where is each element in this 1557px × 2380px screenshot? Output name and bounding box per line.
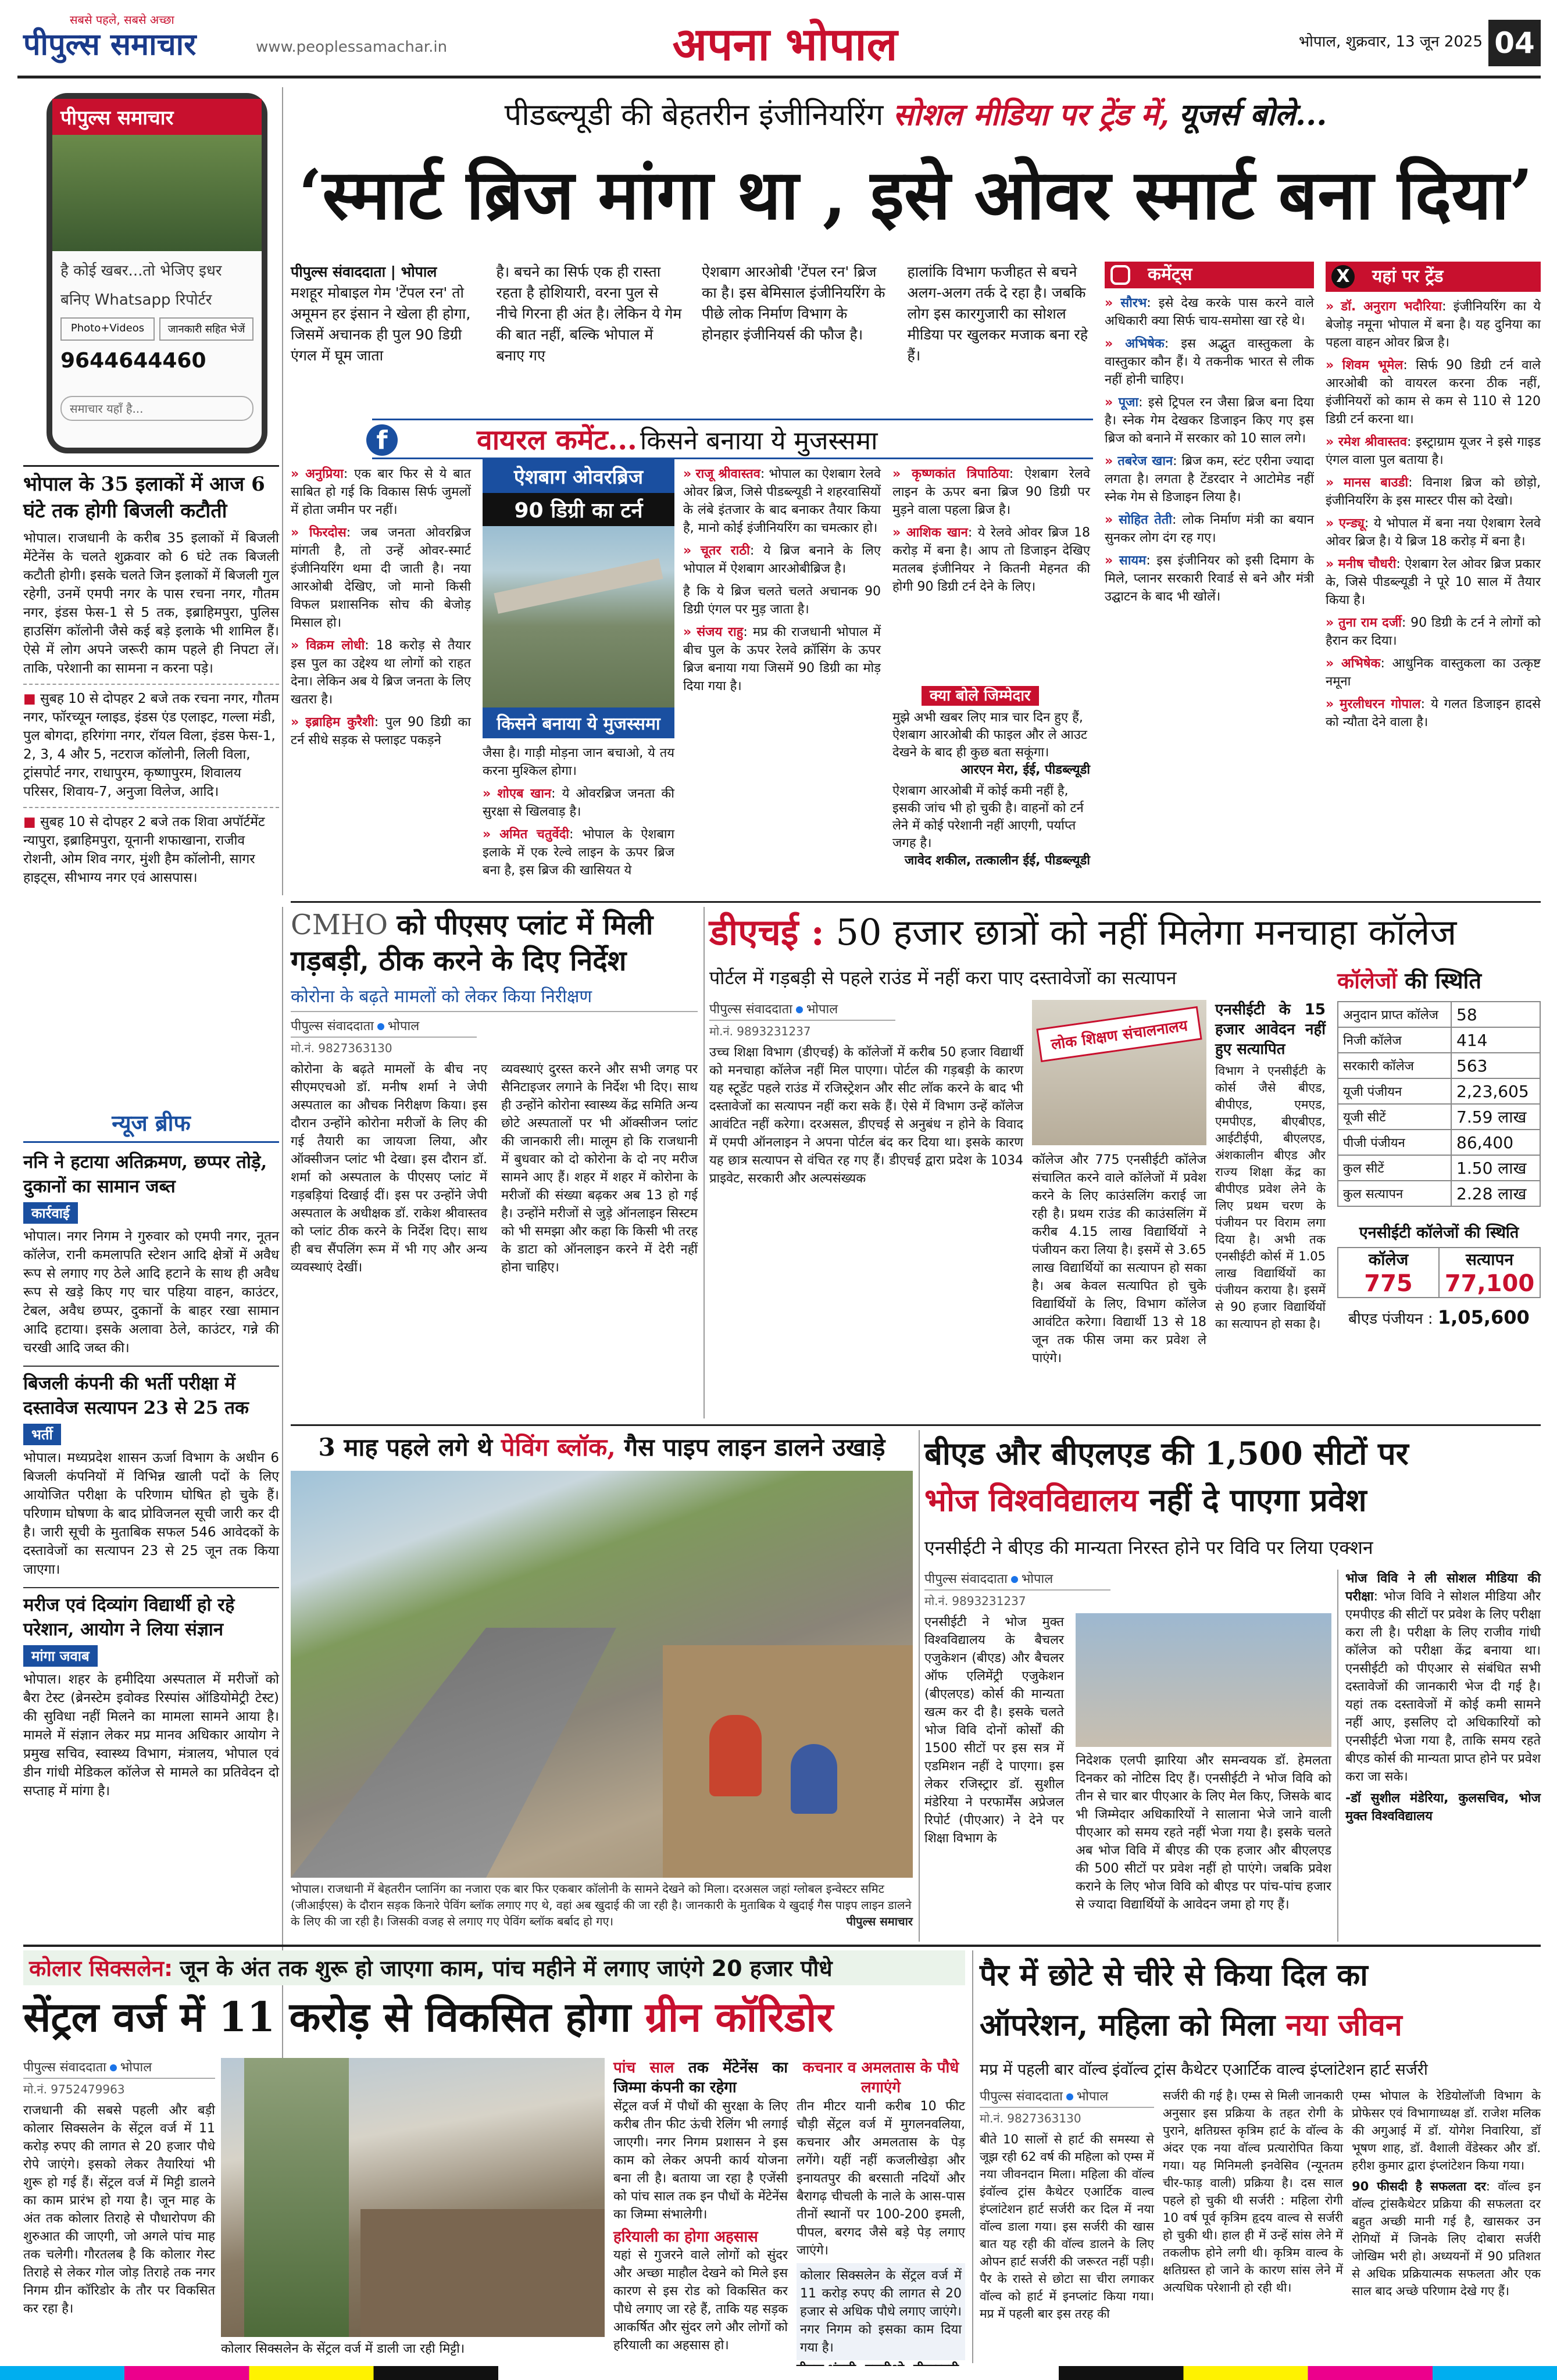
ad-crowd-photo [52,135,262,251]
news-brief: न्यूज ब्रीफ ननि ने हटाया अतिक्रमण, छप्पर तोड़े, दुकानों का सामान जब्त कार्रवाई भोपाल। नगर निगम ने गुरुवार को एमपी नगर, नूतन कॉलेज, रानी कमलापति स्टेशन आदि क्षेत्रों में अवैध रूप से लगाए गए ठेले आदि हटाने के साथ ही अवैध रूप से खड़े किए गए चार पहिया वाहन, काउंटर, टेबल, अवैध छप्पर, दुकानों के बाहर रखा सामान आदि हटाया। इसके अलावा ठेले, काउंटर, गन्ने की चरखी आदि जब्त की। बिजली कंपनी की भर्ती परीक्षा में दस्तावेज सत्यापन 23 से 25 तक भर्ती भोपाल। मध्यप्रदेश शासन ऊर्जा विभाग के अधीन 6 बिजली कंपनियों में विभिन्न खाली पदों के लिए आयोजित परीक्षा के परिणाम घोषित हो चुके हैं। परिणाम घोषणा के बाद प्रोविजनल सूची जारी कर दी है। जारी सूची के मुताबिक सफल 546 आवेदकों के दस्तावेजों का सत्यापन 23 से 25 जून तक किया जाएगा। मरीज एवं दिव्यांग विद्यार्थी हो रहे परेशान, आयोग ने लिया संज्ञान मांगा जवाब भोपाल। शहर के हमीदिया अस्पताल में मरीजों को बैरा टेस्ट (ब्रेनस्टेम इवोक्ड रिस्पांस ऑडियोमेट्री टेस्ट) की सुविधा नहीं मिलने का मामला सामने आया है। मामले में संज्ञान लेकर मप्र मानव अधिकार आयोग ने प्रमुख सचिव, स्वास्थ्य विभाग, मंत्रालय, भोपाल एवं डीन गांधी मेडिकल कॉलेज से मामले का प्रतिवेदन दो सप्ताह में मांगा है। [23,1107,279,2090]
x-trend-comments: X यहां पर ट्रेंड » डॉ. अनुराग भदौरिया: इंजीनियरिंग का ये बेजोड़ नमूना भोपाल में बना है। यह दुनिया का पहला वाहन ओवर ब्रिज है। » शिवम भूमेल: सिर्फ 90 डिग्री टर्न वाले आरओबी को वायरल करना ठीक नहीं, इंजीनियरों को काम से कम से 110 से 120 डिग्री टर्न करना था। » रमेश श्रीवास्तव: इस्ट्राग्राम यूजर ने इसे गाइड एंगल वाला पुल बताया है। » मानस बाउडी: विनाश ब्रिज को छोड़ो, इंजीनियरिंग के इस मास्टर पीस को देखो। » एन्ड्यू: ये भोपाल में बना नया ऐशबाग रेलवे ओवर ब्रिज है। ये ब्रिज 18 करोड़ में बना है। » मनीष चौधरी: ऐशबाग रेल ओवर ब्रिज प्रकार के, जिसे पीडब्ल्यूडी ने पूरे 10 साल में तैयार किया है। » तुना राम दर्जी: 90 डिग्री के टर्न ने लोगों को हैरान कर दिया। » अभिषेक: आधुनिक वास्तुकला का उत्कृष्ट नमूना » मुरलीधरन गोपाल: ये गलत डिजाइन हादसे को न्यौता देने वाला है। [1326,262,1541,895]
ncte-stat-box: कॉलेज 775 सत्यापन 77,100 [1337,1247,1541,1298]
ad-line1: है कोई खबर...तो भेजिए इधर [60,262,222,280]
fb-comments-col3: » राजू श्रीवास्तव: भोपाल का ऐशबाग रेलवे ओवर ब्रिज, जिसे पीडब्ल्यूडी ने शहरवासियों के लंबे इंतजार के बाद बनाकर तैयार किया है, मानो कोई इंजीनियरिंग का चमत्कार हो। » चूतर राठी: ये ब्रिज बनाने के लिए भोपाल में ऐशबाग आरओबीब्रिज है। है कि ये ब्रिज चलते चलते अचानक 90 डिग्री एंगल पर मुड़ जाता है। » संजय राहु: मप्र की राजधानी भोपाल में बीच पुल के ऊपर रेलवे क्रॉसिंग के ऊपर ब्रिज बनाया गया जिसमें 90 डिग्री का मोड़ दिया गया है। [683,467,881,694]
kolar-road-photo [221,2058,605,2337]
bed-headline: बीएड और बीएलएड की 1,500 सीटों पर भोज विश्वविद्यालय नहीं दे पाएगा प्रवेश [924,1435,1409,1518]
fb-comments-col4: » कृष्णकांत त्रिपाठिया: ऐशबाग रेलवे लाइन के ऊपर बना ब्रिज 90 डिग्री पर मुड़ने वाला पहला ब्रिज है। » आशिक खान: ये रेलवे ओवर ब्रिज 18 करोड़ में बना है। आप तो डिजाइन देखिए मतलब इंजीनियर ने कितनी मेहनत की होगी 90 डिग्री टर्न देने के लिए। [892,467,1091,594]
green-kicker: कोलार सिक्सलेन: जून के अंत तक शुरू हो जाएगा काम, पांच महीने में लगाए जाएंगे 20 हजार पौधे [23,1950,965,1985]
color-registration-bar [0,2366,1557,2380]
college-stats: कॉलेजों की स्थिति अनुदान प्राप्त कॉलेज 58 निजी कॉलेज 414 सरकारी कॉलेज 563 यूजी पंजीयन 2,23,605 यूजी सीटें 7.59 लाख पीजी पंजीयन 86,400 कुल सीटें 1.50 लाख कुल सत्यापन 2.28 लाख एनसीईटी कॉलेजों की स्थिति कॉलेज 775 सत्यापन 77,100 बीएड पंजीयन : 1,05,600 [1337,965,1541,1418]
kolar-photo-caption: कोलार सिक्सलेन के सेंट्रल वर्ज में डाली जा रही मिट्टी। [221,2339,605,2360]
section-title: अपना भोपाल [672,18,898,71]
viral-comment-bar: वायरल कमेंट... किसने बनाया ये मुजस्समा [372,419,1093,459]
dhe-headline: डीएचई : 50 हजार छात्रों को नहीं मिलेगा मनचाहा कॉलेज [709,911,1457,953]
ncte-pending: एनसीईटी के 15 हजार आवेदन नहीं हुए सत्यापित विभाग ने एनसीईटी के कोर्स जैसे बीएड, बीपीएड, एमएड, एमपीएड, बीएबीएड, आईटीईपी, बीएलएड, अंशकालीन बीएड और राज्य शिक्षा केंद्र का बीपीएड प्रवेश लेने के लिए प्रथम चरण के पंजीयन पर विराम लगा दिया है। अभी तक एनसीईटी कोर्स में 1.05 लाख विद्यार्थियों का पंजीयन कराया है। इसमें से 90 हजार विद्यार्थियों का सत्यापन हो सका है। [1215,1001,1326,1331]
bridge-photo: ऐशबाग ओवरब्रिज 90 डिग्री का टर्न किसने बनाया ये मुजस्समा [483,459,674,738]
power-cut-story: भोपाल के 35 इलाकों में आज 6 घंटे तक होगी बिजली कटौती भोपाल। राजधानी के करीब 35 इलाकों में बिजली मेंटेनेंस के चलते शुक्रवार को 6 घंटे तक बिजली कटौती होगी। इसके चलते जिन इलाकों में बिजली गुल रहेगी, उनमें एमपी नगर के पास रचना नगर, गौतम नगर, इंडस फेस-1 से 5 तक, इब्राहिमपुरा, पुलिस हाउसिंग कॉलोनी जैसे कई बड़े इलाके भी शामिल हैं। ऐसे में लोग अपने जरूरी काम पहले ही निपटा लें। ताकि, परेशानी का सामना न करना पड़े। ■ सुबह 10 से दोपहर 2 बजे तक रचना नगर, गौतम नगर, फॉरच्यून ग्लाइड, इंडस एंड एलाइट, गल्ला मंडी, पुल बोगदा, हरिगंगा नगर, रॉयल विला, इंडस फेस-1, 2, 3, 4 और 5, नटराज कॉलोनी, लिली विला, ट्रांसपोर्ट नगर, राधापुरम, कृष्णापुरम, शिवालय परिसर, शिवाय-7, अनुजा विलेज, आदि। ■ सुबह 10 से दोपहर 2 बजे तक शिवा अपॉर्टमेंट न्यापुरा, इब्राहिमपुरा, यूनानी शफाखाना, राजीव रोशनी, ओम शिव नगर, मुंशी हैम कॉलोनी, सागर हाइट्स, सीभाग्य नगर एवं आसपास। [23,465,279,1105]
masthead-logo [23,12,233,70]
ad-box-info: जानकारी सहित भेजें [159,317,253,341]
bed-subhead: एनसीईटी ने बीएड की मान्यता निरस्त होने पर विवि पर लिया एक्शन [924,1536,1373,1559]
masthead-date: भोपाल, शुक्रवार, 13 जून 2025 [1298,33,1483,51]
cmho-story: CMHO को पीएसए प्लांट में मिली गड़बड़ी, ठीक करने के दिए निर्देश कोरोना के बढ़ते मामलों को लेकर किया निरीक्षण पीपुल्स संवाददाता भोपाल मो.नं. 9827363130 कोरोना के बढ़ते मामलों के बीच नए सीएमएचओ डॉ. मनीष शर्मा ने जेपी अस्पताल का औचक निरीक्षण किया। इस दौरान उन्होंने कोरोना मरीजों के लिए की गई तैयारी का जायजा लिया, और ऑक्सीजन प्लांट भी देखा। इस दौरान डॉ. शर्मा को अस्पताल के पीएसए प्लांट में गड़बड़ियां दिखाई दीं। इस पर उन्होंने जेपी अस्पताल के अधीक्षक डॉ. राकेश श्रीवास्तव को प्लांट ठीक करने के निर्देश दिए। साथ ही बच सैंपलिंग रूम में भी गए और अन्य व्यवस्थाएं देखीं। व्यवस्थाएं दुरस्त करने और सभी जगह पर सैनिटाइजर लगाने के निर्देश भी दिए। साथ ही उन्होंने कोरोना स्वास्थ्य केंद्र समिति अन्य छोटे अस्पतालों पर भी ऑक्सीजन प्लांट की जानकारी ली। मालूम हो कि राजधानी में बुधवार को दो कोरोना के दो नए मरीज सामने आए हैं। शहर में शहर में कोरोना के मरीजों की संख्या बढ़कर अब 13 हो गई है। उन्होंने मरीजों से जुड़े ऑनलाइन सिस्टम को भी समझा और कहा कि किसी भी तरह के डाटा को ऑनलाइन करने में देरी नहीं होना चाहिए। [291,909,698,1275]
heart-body-col2: सर्जरी की गई है। एम्स से मिली जानकारी अनुसार इस प्रक्रिया के तहत रोगी के पुराने, क्षतिग्रस्त कृत्रिम हार्ट के वॉल्व के अंदर एक नया वॉल्व प्रत्यारोपित किया गया। यह मिनिमली इनवेसिव (न्यूनतम चीर-फाड़ वाली) प्रक्रिया है। दस साल पहले हो चुकी थी सर्जरी : महिला रोगी 10 वर्ष पूर्व कृत्रिम हृदय वाल्व से सर्जरी हो चुकी थी। हाल ही में उन्हें सांस लेने में तकलीफ होने लगी थी। कृत्रिम वाल्व के क्षतिग्रस्त हो जाने के कारण सांस लेने में अत्यधिक परेशानी हो रही थी। [1163,2089,1343,2295]
green-maintenance: पांच साल तक मेंटेनेंस का जिम्मा कंपनी का रहेगा सेंट्रल वर्ज में पौधों की सुरक्षा के लिए करीब तीन फीट ऊंची रेलिंग भी लगाई जाएगी। नगर निगम प्रशासन ने इस काम को लेकर अपनी कार्य योजना बना ली है। बताया जा रहा है एजेंसी को पांच साल तक इन पौधों के मेंटेनेंस का जिम्मा संभालेगी। हरियाली का होगा अहसास यहां से गुजरने वाले लोगों को सुंदर और अच्छा माहौल देखने को मिले इस कारण से इस रोड को विकसित कर पौधे लगाए जा रहे हैं, ताकि यह सड़क आकर्षित और सुंदर लगे और लोगों को हरियाली का अहसास हो। [613,2059,788,2353]
ad-footer: समाचार यहाँ है... [60,396,253,421]
paving-caption: भोपाल। राजधानी में बेहतरीन प्लानिंग का नजारा एक बार फिर एकबार कॉलोनी के सामने देखने को मिला। दरअसल जहां ग्लोबल इन्वेस्टर समिट (जीआईएस) के दौरान सड़क किनारे पेविंग ब्लॉक लगाए गए थे, वहां अब खुदाई की जा रही है। जानकारी के मुताबिक ये खुदाई गैस पाइप लाइन डालने के लिए की जा रही है। जिसकी वजह से लगाए गए पेविंग ब्लॉक बर्बाद हो गए। पीपुल्स समाचार [291,1882,913,1928]
ad-phone-number[interactable]: 9644644460 [60,349,206,373]
main-headline: ‘स्मार्ट ब्रिज मांगा था , इसे ओवर स्मार्ट बना दिया’ [298,154,1533,235]
dhe-body: पीपुल्स संवाददाता भोपाल मो.नं. 9893231237 उच्च शिक्षा विभाग (डीएचई) के कॉलेजों में करीब 50 हजार विद्यार्थी को मनचाहा कॉलेज नहीं मिल पाएगा। पोर्टल की गड़बड़ी के कारण यह स्टूडेंट पहले राउंड में रजिस्ट्रेशन और सीट लॉक करने के बाद भी दस्तावेजों का सत्यापन नहीं करा सके हैं। ऐसे में विभाग उन्हें कॉलेज आवंटित नहीं करेगा। दरअसल, डीएचई से अनुबंध न होने के विवाद में एमपी ऑनलाइन ने अपना पोर्टल बंद कर दिया था। इसके कारण यह छात्र सत्यापन से वंचित रह गए हैं। डीएचई द्वारा प्रदेश के 1034 प्राइवेट, सरकारी और अल्पसंख्यक [709,1000,1023,1418]
heart-body-col1: पीपुल्स संवाददाता भोपाल मो.नं. 9827363130 बीते 10 सालों से हार्ट की समस्या से जूझ रही 62 वर्ष की महिला को एम्स में नया जीवनदान मिला। महिला की वॉल्व इंवॉल्व ट्रांस कैथेटर एआर्टिक वाल्व इंप्लांटेशन हार्ट सर्जरी कर दिल में नया वॉल्व डाला गया। इस सर्जरी की खास बात यह रही की वॉल्व डालने के लिए ओपन हार्ट सर्जरी की जरूरत नहीं पड़ी। पैर के रास्ते से छोटा सा चीरा लगाकर वॉल्व को हार्ट में इनप्लांट किया गया। मप्र में पहली बार इस तरह की [980,2087,1154,2360]
ad-line2: बनिए Whatsapp रिपोर्टर [60,291,212,309]
dhe-subhead: पोर्टल में गड़बड़ी से पहले राउंड में नहीं करा पाए दस्तावेजों का सत्यापन [709,967,1177,989]
masthead-url[interactable]: www.peoplessamachar.in [256,38,448,56]
college-stats-table: अनुदान प्राप्त कॉलेज 58 निजी कॉलेज 414 सरकारी कॉलेज 563 यूजी पंजीयन 2,23,605 यूजी सीटें 7.59 लाख पीजी पंजीयन 86,400 कुल सीटें 1.50 लाख कुल सत्यापन 2.28 लाख [1337,1001,1541,1207]
facebook-icon: f [366,424,398,456]
paving-photo [291,1471,913,1878]
heart-headline: पैर में छोटे से चीरे से किया दिल का ऑपरेशन, महिला को मिला नया जीवन [980,1957,1402,2043]
paving-headline: 3 माह पहले लगे थे पेविंग ब्लॉक, गैस पाइप लाइन डालने उखाड़े [318,1433,885,1461]
bhoj-university-photo [1076,1613,1331,1747]
instagram-icon [1110,265,1130,285]
main-intro: पीपुल्स संवाददाता | भोपाल मशहूर मोबाइल गेम 'टेंपल रन' तो अमूमन हर इंसान ने खेला ही होगा, जिसमें अचानक ही पुल 90 डिग्री एंगल में घूम जाता है। बचने का सिर्फ एक ही रास्ता रहता है होशियारी, वरना पुल से नीचे गिरना ही अंत है। लेकिन ये गेम की बात नहीं, बल्कि भोपाल में बनाए गए ऐशबाग आरओबी 'टेंपल रन' ब्रिज का है। इस बेमिसाल इंजीनियरिंग के पीछे लोक निर्माण विभाग के होनहार इंजीनियर्स की फौज है। हालांकि विभाग फजीहत से बचने अलग-अलग तर्क दे रहा है। जबकि लोग इस कारगुजारी का सोशल मीडिया पर खुलकर मजाक बना रहे हैं। [291,263,1088,364]
heart-body-col3: एम्स भोपाल के रेडियोलॉजी विभाग के प्रोफेसर एवं विभागाध्यक्ष डॉ. राजेश मलिक की अगुआई में डॉ. योगेश निवारिया, डॉ भूषण शाह, डॉ. वैशाली वेंडेस्कर और डॉ. हरीश कुमार द्वारा इंप्लांटेशन किया गया। 90 फीसदी है सफलता दर: वॉल्व इन वॉल्व ट्रांसकैथेटर प्रक्रिया की सफलता दर बहुत अच्छी मानी गई है, खासकर उन रोगियों में जिनके लिए दोबारा सर्जरी जोखिम भरी हो। अध्ययनों में 90 प्रतिशत से अधिक प्रक्रियात्मक सफलता और एक साल बाद अच्छे परिणाम देखे गए हैं। [1352,2089,1541,2298]
heart-subhead: मप्र में पहली बार वॉल्व इंवॉल्व ट्रांस कैथेटर एआर्टिक वाल्व इंप्लांटेशन हार्ट सर्जरी [980,2061,1428,2079]
bed-sidebar: भोज विवि ने ली सोशल मीडिया की परीक्षा: भोज विवि ने सोशल मीडिया और एमपीएड की सीटों पर प्रवेश के लिए परीक्षा करा ली है। परीक्षा के लिए राजीव गांधी कॉलेज को परीक्षा केंद्र बनाया था। एनसीईटी को पीएआर से संबंधित सभी दस्तावेजों की जानकारी भेज दी गई है। यहां तक दस्तावेजों में कोई कमी सामने नहीं आए, इसलिए दो अधिकारियों को एनसीईटी भेजा गया है, ताकि समय रहते बीएड कोर्स की मान्यता प्राप्त होने पर प्रवेश करा जा सके। -डॉ सुशील मंडेरिया, कुलसचिव, भोज मुक्त विश्वविद्यालय [1337,1570,1541,1942]
ad-logo: पीपुल्स समाचार [52,99,262,135]
masthead-tagline: सबसे पहले, सबसे अच्छा [70,13,174,27]
green-headline: सेंट्रल वर्ज में 11 करोड़ से विकसित होगा ग्रीन कॉरिडोर [23,1993,834,2041]
main-kicker: पीडब्ल्यूडी की बेहतरीन इंजीनियरिंग सोशल मीडिया पर ट्रेंड में, यूजर्स बोले... [504,97,1327,133]
masthead-rule [17,76,1541,78]
fb-comments-col2: जैसा है। गाड़ी मोड़ना जान बचाओ, ये तय करना मुश्किल होगा। » शोएब खान: ये ओवरब्रिज जनता की सुरक्षा से खिलवाड़ है। » अमित चतुर्वेदी: भोपाल के ऐशबाग इलाके में एक रेल्वे लाइन के ऊपर ब्रिज बना है, इस ब्रिज की खासियत ये [483,746,674,878]
whatsapp-ad[interactable] [47,93,267,453]
page-number: 04 [1488,20,1541,66]
ad-box-photo: Photo+Videos [60,317,155,341]
fb-comments-col1: » अनुप्रिया: एक बार फिर से ये बात साबित हो गई कि विकास सिर्फ जुमलों में होता जमीन पर नहीं। » फिरदोस: जब जनता ओवरब्रिज मांगती है, तो उन्हें ओवर-स्मार्ट इंजीनियरिंग थमा दी जाती है। नया आरओबी देखिए, जो मानो किसी विफल प्रशासनिक सोच की बेजोड़ मिसाल हो। » विक्रम लोधी: 18 करोड़ से तैयार इस पुल का उद्देश्य था लोगों को राहत देना। लेकिन अब ये ब्रिज जनता के लिए खतरा है। » इब्राहिम कुरैशी: पुल 90 डिग्री का टर्न सीधे सड़क से फ्लाइट पकड़ने [291,467,471,748]
x-logo-icon: X [1331,265,1355,288]
logo-text: पीपुल्स समाचार [23,27,197,62]
responsible-box: क्या बोले जिम्मेदार मुझे अभी खबर लिए मात्र चार दिन हुए हैं, ऐशबाग आरओबी की फाइल और ले आउट देखने के बाद ही कुछ बता सकूंगा। आरएन मेरा, ईई, पीडब्ल्यूडी ऐशबाग आरओबी में कोई कमी नहीं है, इसकी जांच भी हो चुकी है। वाहनों को टर्न लेने में कोई परेशानी नहीं आएगी, पर्याप्त जगह है। जावेद शकील, तत्कालीन ईई, पीडब्ल्यूडी [892,687,1090,868]
green-body: पीपुल्स संवाददाता भोपाल मो.नं. 9752479963 राजधानी की सबसे पहली और बड़ी कोलार सिक्सलेन के सेंट्रल वर्ज में 11 करोड़ रुपए की लागत से 20 हजार पौधे रोपे जाएंगे। इसको लेकर तैयारियां भी शुरू हो गई हैं। सेंट्रल वर्ज में मिट्टी डालने का काम प्रारंभ हो गया है। जून माह के अंत तक कोलार तिराहे से पौधारोपण की शुरुआत की जाएगी, जो अगले पांच माह तक चलेगी। गौरतलब है कि कोलार गेस्ट तिराहे से लेकर गोल जोड़ तिराहे तक नगर निगम ग्रीन कॉरिडोर के तौर पर विकसित कर रहा है। [23,2058,215,2360]
dhe-building-photo: लोक शिक्षण संचालनालय [1032,1000,1206,1145]
bed-body: पीपुल्स संवाददाता भोपाल मो.नं. 9893231237 एनसीईटी ने भोज मुक्त विश्वविद्यालय के बैचलर एजुकेशन (बीएड) और बैचलर ऑफ एलिमेंट्री एजुकेशन (बीएलएड) कोर्स की मान्यता खत्म कर दी है। इसके चलते भोज विवि दोनों कोर्सों की 1500 सीटों पर इस सत्र में एडमिशन नहीं दे पाएगा। इस लेकर रजिस्ट्रार डॉ. सुशील मंडेरिया ने परफार्मेंस अप्रेजल रिपोर्ट (पीएआर) ने देने पर शिक्षा विभाग के निदेशक एलपी झारिया और समन्वयक डॉ. हेमलता दिनकर को नोटिस दिए हैं। एनसीईटी ने भोज विवि को तीन से चार बार पीएआर के लिए मेल किए, जिसके बाद भी जिम्मेदार अधिकारियों ने सालाना भेजे जाने वाली पीएआर को समय रहते नहीं भेजा गया है। इसके चलते अब भोज विवि में बीएड की एक हजार और बीएलएड की 500 सीटों पर प्रवेश नहीं हो पाएंगे। जबकि प्रवेश कराने के लिए भोज विवि को बीएड पर पांच-पांच हजार से ज्यादा विद्यार्थियों के आवेदन जमा हो गए हैं। [924,1570,1331,1942]
instagram-comments: कमेंट्स » सौरभ: इसे देख करके पास करने वाले अधिकारी क्या सिर्फ चाय-समोसा खा रहे थे। » अभिषेक: इस अद्भुत वास्तुकला के वास्तुकार कौन हैं। ये तकनीक भारत से लीक नहीं होनी चाहिए। » पूजा: इसे ट्रिपल रन जैसा ब्रिज बना दिया है। स्नेक गेम देखकर डिजाइन किए गए इस ब्रिज को बनाने में सरकार को 10 साल लगे। » तबरेज खान: ब्रिज कम, स्टंट एरीना ज्यादा लगता है। लगता है टेंडरदार ने आटोमेड नहीं स्नेक गेम से डिजाइन लिया है। » सोहित तेती: लोक निर्माण मंत्री का बयान सुनकर लोग दंग रह गए। » सायम: इस इंजीनियर को इसी दिमाग के मिले, प्लानर सरकारी रिवार्ड से बने और मंत्री उद्घाटन के बाद भी खोलें। [1105,262,1314,895]
dhe-body-col2: कॉलेज और 775 एनसीईटी कॉलेज संचालित करने वाले कॉलेजों में प्रवेश करने के लिए काउंसलिंग कराई जा रही है। प्रथम राउंड की काउंसलिंग में करीब 4.15 लाख विद्यार्थियों ने पंजीयन करा लिया है। इसमें से 3.65 लाख विद्यार्थियों का सत्यापन हो सका है। अब केवल सत्यापित हो चुके विद्यार्थियों के लिए, विभाग कॉलेज आवंटित करेगा। विद्यार्थी 13 से 18 जून तक फीस जमा कर प्रवेश ले पाएंगे। [1032,1153,1206,1366]
green-plants: कचनार व अमलतास के पौधे लगाएंगे तीन मीटर यानी करीब 10 फीट चौड़ी सेंट्रल वर्ज में मुगलनवलिया, कचनार और अमलतास के पेड़ लगेंगे। यहीं नहीं कजलीखेड़ा और इनायतपुर की बरसाती नदियों और बैरागढ़ चीचली के नाले के आस-पास तीनों स्थानों पर 100-200 इमली, पीपल, बरगद जैसे बड़े पेड़ लगाए जाएंगे। कोलार सिक्सलेन के सेंट्रल वर्ज में 11 करोड़ रुपए की लागत से 20 हजार से अधिक पौधे लगाए जाएंगे। नगर निगम को इसका काम दिया गया है। [797,2058,965,2360]
